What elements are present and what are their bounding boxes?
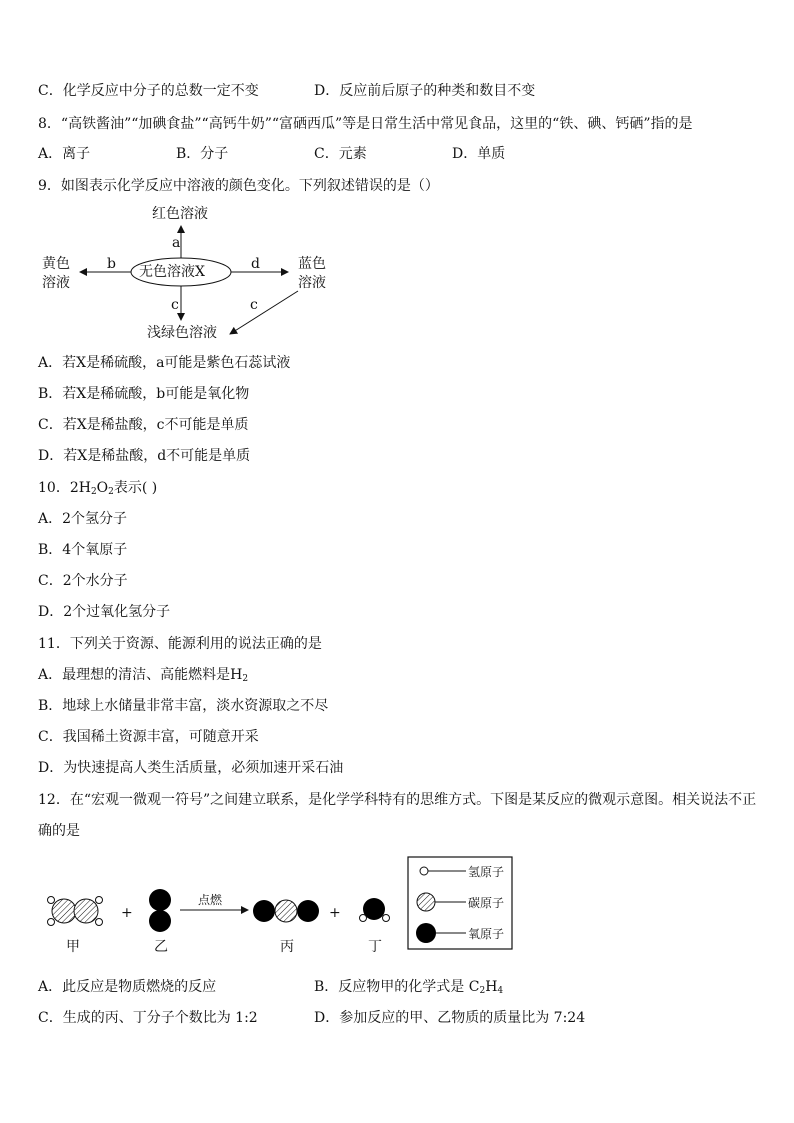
- q9-node-blue-1: 蓝色: [298, 256, 326, 272]
- q9-node-yellow-2: 溶液: [42, 275, 70, 291]
- q9-node-yellow-1: 黄色: [42, 256, 70, 272]
- q7-option-d: D．反应前后原子的种类和数目不变: [314, 83, 536, 99]
- q10-option-b: B．4个氧原子: [38, 542, 128, 558]
- q9-option-c: C．若X是稀盐酸，c不可能是单质: [38, 417, 249, 433]
- q11-option-b: B．地球上水储量非常丰富，淡水资源取之不尽: [38, 698, 329, 714]
- label-bing: 丙: [280, 939, 294, 955]
- q12-stem-line2: 确的是: [38, 823, 80, 839]
- q10-option-d: D．2个过氧化氢分子: [38, 604, 171, 620]
- q11-option-d: D．为快速提高人类生活质量，必须加速开采石油: [38, 760, 344, 776]
- label-yi: 乙: [154, 939, 168, 955]
- q9-node-red: 红色溶液: [152, 206, 208, 222]
- q7-option-c: C．化学反应中分子的总数一定不变: [38, 83, 259, 99]
- molecule-jia: [48, 897, 103, 926]
- q8-option-b: B．分子: [176, 146, 229, 162]
- q9-option-b: B．若X是稀硫酸，b可能是氧化物: [38, 386, 250, 402]
- q8-option-d: D．单质: [452, 146, 506, 162]
- legend-hydrogen: 氢原子: [468, 865, 505, 879]
- q8-option-c: C．元素: [314, 146, 367, 162]
- q9-label-c: c: [171, 297, 179, 313]
- plus-sign-2: +: [329, 905, 341, 921]
- q9-label-d: d: [251, 256, 260, 272]
- q11-option-a: A．最理想的清洁、高能燃料是$H_2$: [38, 667, 249, 684]
- q12-option-b: B．反应物甲的化学式是 $C_2H_4$: [314, 979, 504, 996]
- label-ding: 丁: [368, 939, 382, 955]
- q9-option-d: D．若X是稀盐酸，d不可能是单质: [38, 448, 251, 464]
- molecule-yi: [149, 889, 171, 932]
- q9-node-lightgreen: 浅绿色溶液: [147, 325, 217, 341]
- q9-label-b: b: [107, 256, 116, 272]
- plus-sign-1: +: [121, 905, 133, 921]
- q9-label-a: a: [172, 235, 181, 251]
- q10-stem: 10．$2H_2O_2$表示( ): [38, 480, 158, 497]
- q10-option-a: A．2个氢分子: [38, 511, 128, 527]
- molecule-ding: [360, 898, 390, 922]
- legend-carbon: 碳原子: [468, 896, 505, 910]
- legend-oxygen: 氧原子: [468, 927, 505, 941]
- q12-option-a: A．此反应是物质燃烧的反应: [38, 979, 217, 995]
- q8-option-a: A．离子: [38, 146, 91, 162]
- q9-node-blue-2: 溶液: [298, 275, 326, 291]
- label-jia: 甲: [66, 939, 80, 955]
- q9-label-c2: c: [250, 297, 258, 313]
- q12-stem-line1: 12．在“宏观一微观一符号”之间建立联系，是化学学科特有的思维方式。下图是某反应的微观示意图。相关说法不正: [38, 792, 757, 808]
- molecule-bing: [253, 900, 319, 922]
- q11-stem: 11．下列关于资源、能源利用的说法正确的是: [38, 636, 322, 652]
- q10-option-c: C．2个水分子: [38, 573, 128, 589]
- q11-option-c: C．我国稀土资源丰富，可随意开采: [38, 729, 259, 745]
- q9-stem: 9．如图表示化学反应中溶液的颜色变化。下列叙述错误的是（）: [38, 178, 439, 194]
- q8-stem: 8．“高铁酱油”“加碘食盐”“高钙牛奶”“富硒西瓜”等是日常生活中常见食品，这里的“铁、碘、钙硒”指的是: [38, 116, 693, 132]
- q9-node-center: 无色溶液X: [139, 264, 205, 280]
- q12-option-d: D．参加反应的甲、乙物质的质量比为 7:24: [314, 1010, 586, 1026]
- q9-option-a: A．若X是稀硫酸，a可能是紫色石蕊试液: [38, 355, 291, 371]
- q12-option-c: C．生成的丙、丁分子个数比为 1:2: [38, 1010, 258, 1026]
- reaction-condition: 点燃: [198, 893, 223, 907]
